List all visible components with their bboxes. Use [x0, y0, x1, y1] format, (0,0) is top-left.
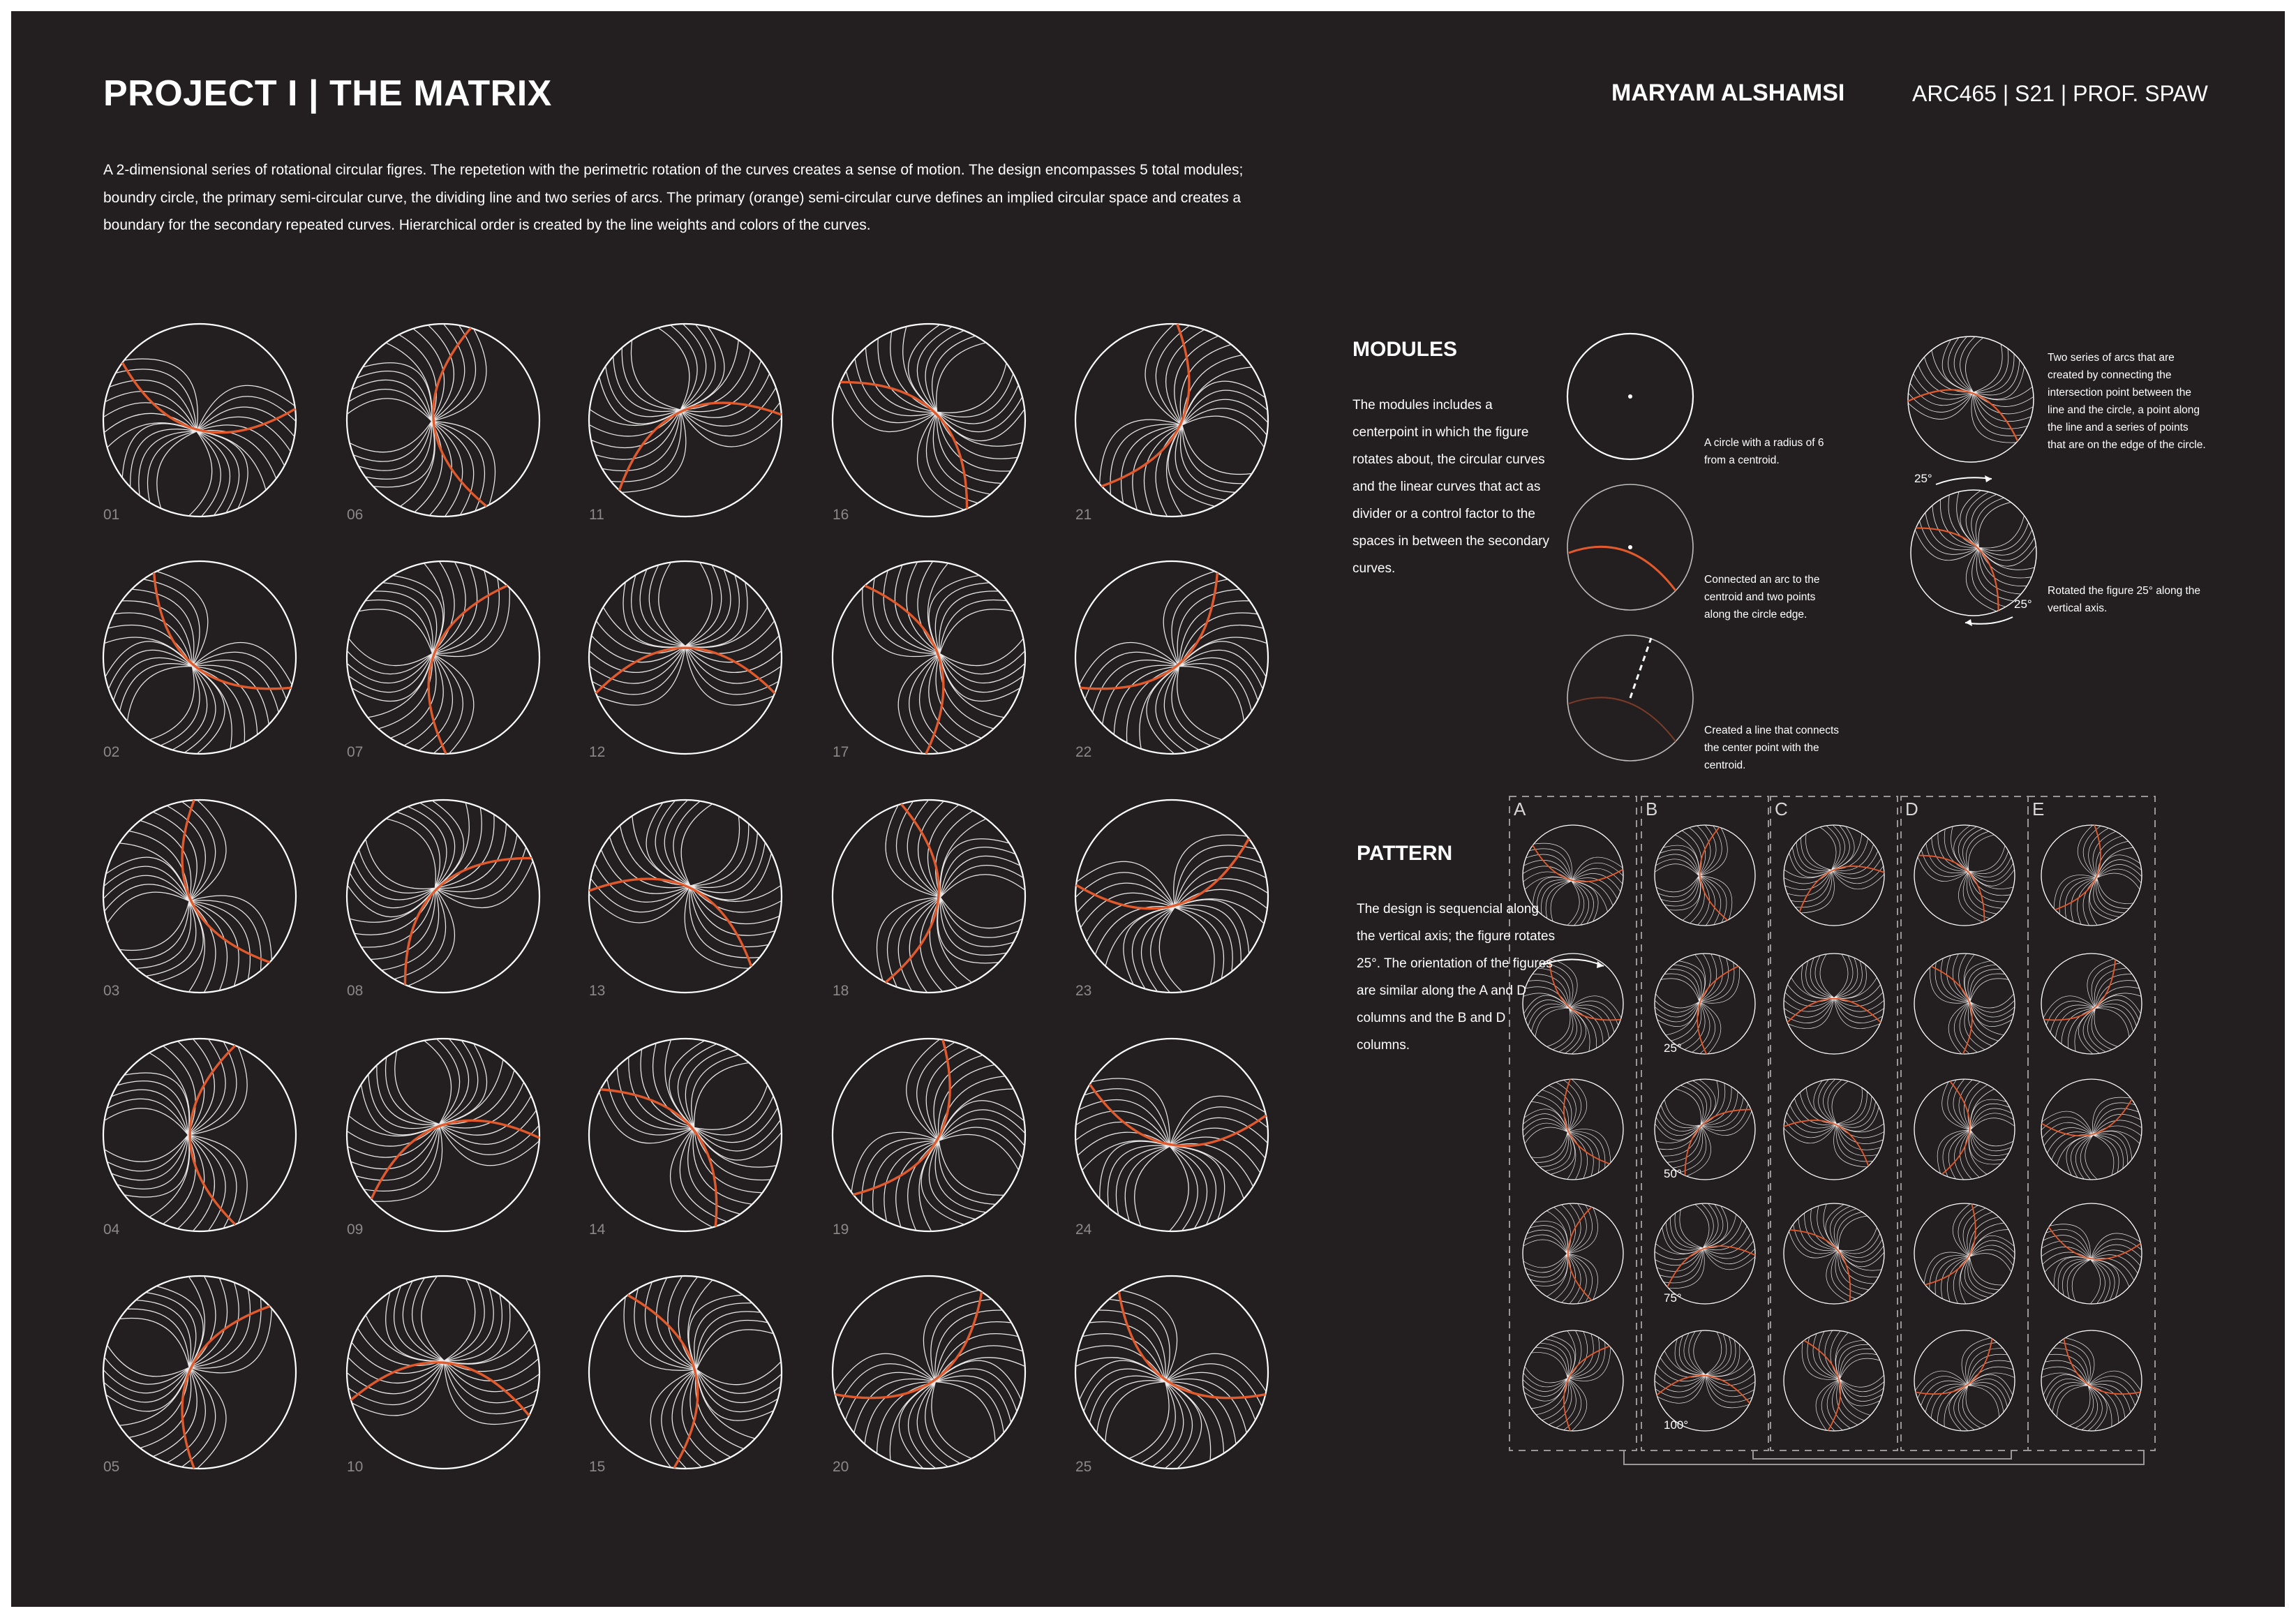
- secondary-arcs: [347, 1039, 539, 1201]
- boundary-circle: [103, 1039, 296, 1231]
- secondary-arcs: [1784, 954, 1884, 1029]
- pattern-column-label-E: E: [2032, 799, 2045, 819]
- boundary-circle: [347, 324, 539, 517]
- rotation-arrow-top: [1936, 477, 1992, 484]
- matrix-figure-13: [589, 800, 782, 993]
- matrix-figure-08: [347, 800, 539, 993]
- pattern-figure-D-1: [1914, 825, 2015, 926]
- matrix-figure-18: [833, 800, 1025, 993]
- boundary-circle: [1075, 800, 1268, 993]
- boundary-circle: [589, 561, 782, 754]
- boundary-circle: [1784, 825, 1884, 926]
- primary-arc: [1908, 389, 2018, 440]
- rotation-arrow-bottom: [1965, 617, 2013, 624]
- pattern-figure-E-3: [2041, 1079, 2142, 1180]
- boundary-circle: [1784, 1203, 1884, 1304]
- module-step-5-figure: [1911, 490, 2036, 616]
- pattern-degree-label-2: 50°: [1664, 1167, 1682, 1180]
- rotation-arrowhead-top: [1985, 475, 1992, 482]
- primary-arc: [596, 648, 775, 693]
- boundary-circle: [589, 800, 782, 993]
- boundary-circle: [2041, 825, 2142, 926]
- boundary-circle: [589, 1039, 782, 1231]
- matrix-label-13: 13: [589, 983, 606, 999]
- boundary-circle: [1523, 1330, 1623, 1431]
- pattern-figure-B-2: [1655, 953, 1755, 1054]
- pattern-figure-E-2: [2041, 953, 2142, 1054]
- boundary-circle: [1655, 953, 1755, 1054]
- pattern-figure-D-3: [1914, 1079, 2015, 1180]
- pattern-figure-D-5: [1914, 1330, 2015, 1431]
- boundary-circle: [1914, 1079, 2015, 1180]
- course-info: ARC465 | S21 | PROF. SPAW: [1912, 81, 2208, 106]
- matrix-label-11: 11: [589, 507, 604, 523]
- boundary-circle: [833, 800, 1025, 993]
- primary-arc: [1076, 838, 1249, 908]
- boundary-circle: [2041, 953, 2142, 1054]
- pattern-heading: PATTERN: [1357, 842, 1453, 865]
- matrix-label-05: 05: [103, 1459, 120, 1475]
- matrix-label-08: 08: [347, 983, 364, 999]
- matrix-figure-05: [103, 1276, 296, 1469]
- boundary-circle: [589, 1276, 782, 1469]
- matrix-label-07: 07: [347, 744, 364, 760]
- secondary-arcs: [1655, 825, 1732, 926]
- pattern-figure-B-5: [1655, 1330, 1755, 1431]
- matrix-label-23: 23: [1075, 983, 1092, 999]
- secondary-arcs: [589, 563, 781, 706]
- matrix-figure-16: [833, 324, 1025, 517]
- boundary-circle: [2041, 1330, 2142, 1431]
- matrix-figure-15: [589, 1276, 782, 1469]
- matrix-figure-06: [347, 324, 539, 517]
- pattern-degree-label-3: 75°: [1664, 1291, 1682, 1305]
- secondary-arcs: [863, 561, 1025, 754]
- matrix-label-09: 09: [347, 1222, 364, 1238]
- secondary-arcs: [2041, 1097, 2142, 1180]
- matrix-label-20: 20: [833, 1459, 849, 1475]
- secondary-arcs: [589, 800, 782, 968]
- primary-arc: [1700, 827, 1728, 920]
- matrix-figure-23: [1075, 800, 1268, 993]
- boundary-circle: [2041, 1079, 2142, 1180]
- secondary-arcs: [1100, 324, 1268, 517]
- pattern-figure-D-2: [1914, 953, 2015, 1054]
- matrix-figure-20: [833, 1276, 1025, 1469]
- boundary-circle: [833, 1276, 1025, 1469]
- boundary-circle: [1908, 336, 2034, 462]
- boundary-circle: [1075, 324, 1268, 517]
- secondary-arcs: [1655, 953, 1740, 1054]
- secondary-arcs: [1908, 336, 2034, 443]
- pattern-column-box-E: [2028, 796, 2155, 1450]
- primary-arc: [1090, 1084, 1267, 1145]
- matrix-label-06: 06: [347, 507, 364, 523]
- rotation-arrowhead-bottom: [1965, 619, 1972, 626]
- module-step-2-centroid: [1628, 545, 1632, 549]
- pattern-figure-C-5: [1784, 1330, 1884, 1431]
- matrix-label-21: 21: [1075, 507, 1092, 523]
- primary-arc: [2049, 1227, 2141, 1259]
- primary-arc: [1787, 999, 1881, 1023]
- matrix-figure-19: [833, 1039, 1025, 1231]
- pattern-column-label-B: B: [1646, 799, 1658, 819]
- pattern-figure-B-1: [1655, 825, 1755, 926]
- boundary-circle: [1784, 1330, 1884, 1431]
- matrix-label-04: 04: [103, 1222, 120, 1238]
- rotation-label-top: 25°: [1914, 472, 1932, 485]
- primary-arc: [2042, 1099, 2132, 1136]
- secondary-arcs: [877, 800, 1025, 993]
- boundary-circle: [347, 1276, 539, 1469]
- boundary-circle: [1655, 1330, 1755, 1431]
- primary-arc: [1667, 1246, 1755, 1287]
- primary-arc: [865, 586, 944, 754]
- matrix-label-17: 17: [833, 744, 849, 760]
- secondary-arcs: [624, 1276, 782, 1469]
- pattern-figure-C-2: [1784, 953, 1884, 1054]
- boundary-circle: [1784, 953, 1884, 1054]
- boundary-circle: [1914, 1330, 2015, 1431]
- pattern-figure-E-1: [2041, 825, 2142, 926]
- boundary-circle: [1523, 1079, 1623, 1180]
- secondary-arcs: [1523, 1203, 1598, 1304]
- primary-arc: [1657, 1376, 1750, 1404]
- module-step-4-figure: [1908, 336, 2034, 462]
- matrix-label-14: 14: [589, 1222, 606, 1238]
- boundary-circle: [589, 324, 782, 517]
- boundary-circle: [103, 800, 296, 993]
- matrix-label-12: 12: [589, 744, 606, 760]
- pattern-degree-label-1: 25°: [1664, 1041, 1682, 1055]
- artwork-layer: [11, 11, 2285, 1607]
- intro-paragraph: A 2-dimensional series of rotational circular figres. The repetetion with the perimetric rotation of the curves creates a sense of motion. The design encompasses 5 total modules; boundry circle, the primary semi-circular curve, the dividing line and two series of arcs. The primary (orange) semi-circular curve defines an implied circular space and creates a boundary for the secondary repeated curves. Hierarchical order is created by the line weights and colors of the curves.: [103, 162, 1244, 233]
- matrix-figure-12: [589, 561, 782, 754]
- secondary-arcs: [347, 1276, 539, 1424]
- matrix-label-24: 24: [1075, 1222, 1092, 1238]
- module-step-note-2: Connected an arc to the centroid and two points along the circle edge.: [1704, 574, 1820, 621]
- pattern-figure-A-4: [1523, 1203, 1623, 1304]
- matrix-label-18: 18: [833, 983, 849, 999]
- pattern-column-label-C: C: [1775, 799, 1788, 819]
- boundary-circle: [1523, 1203, 1623, 1304]
- secondary-arcs: [1075, 1078, 1267, 1231]
- pattern-figure-A-3: [1523, 1079, 1623, 1180]
- boundary-circle: [1075, 561, 1268, 754]
- boundary-circle: [103, 561, 296, 754]
- matrix-figure-14: [589, 1039, 782, 1231]
- primary-arc: [627, 1295, 697, 1468]
- pattern-column-box-D: [1901, 796, 2028, 1450]
- primary-arc: [433, 328, 486, 506]
- secondary-arcs: [1523, 1079, 1611, 1180]
- module-step-3-line: [1630, 638, 1651, 698]
- pattern-degree-label-4: 100°: [1664, 1418, 1689, 1432]
- secondary-arcs: [1784, 1079, 1884, 1167]
- secondary-arcs: [347, 324, 495, 517]
- secondary-arcs: [103, 800, 271, 993]
- modules-heading: MODULES: [1352, 338, 1457, 361]
- boundary-circle: [347, 561, 539, 754]
- matrix-label-03: 03: [103, 983, 120, 999]
- matrix-label-02: 02: [103, 744, 120, 760]
- pattern-figure-E-4: [2041, 1203, 2142, 1304]
- module-step-note-5: Rotated the figure 25° along the vertical axis.: [2048, 585, 2201, 614]
- primary-arc: [351, 1363, 529, 1416]
- primary-arc: [428, 586, 507, 754]
- pattern-column-label-A: A: [1514, 799, 1526, 819]
- secondary-arcs: [1523, 1330, 1611, 1431]
- primary-arc: [1804, 1340, 1840, 1430]
- secondary-arcs: [1075, 835, 1268, 993]
- secondary-arcs: [2041, 1224, 2142, 1304]
- connector-A-E: [1624, 1450, 2144, 1464]
- boundary-circle: [1784, 1079, 1884, 1180]
- pattern-figure-C-4: [1784, 1203, 1884, 1304]
- secondary-arcs: [1784, 825, 1884, 913]
- pattern-figure-B-4: [1655, 1203, 1755, 1304]
- matrix-figure-22: [1075, 561, 1268, 754]
- boundary-circle: [1655, 1203, 1755, 1304]
- poster-board: [11, 11, 2285, 1607]
- matrix-label-25: 25: [1075, 1459, 1092, 1475]
- matrix-figure-01: [103, 324, 296, 517]
- matrix-figure-21: [1075, 324, 1268, 517]
- matrix-figure-24: [1075, 1039, 1268, 1231]
- boundary-circle: [1655, 825, 1755, 926]
- module-step-1-centroid: [1628, 394, 1632, 399]
- rotation-label-bottom: 25°: [2014, 598, 2032, 611]
- matrix-figure-07: [347, 561, 539, 754]
- secondary-arcs: [1930, 953, 2015, 1054]
- secondary-arcs: [1937, 1079, 2015, 1180]
- module-step-note-1: A circle with a radius of 6 from a centroid.: [1704, 437, 1824, 466]
- matrix-label-01: 01: [103, 507, 120, 523]
- secondary-arcs: [589, 324, 782, 492]
- matrix-label-16: 16: [833, 507, 849, 523]
- boundary-circle: [1075, 1276, 1268, 1469]
- matrix-figure-04: [103, 1039, 296, 1231]
- matrix-label-15: 15: [589, 1459, 606, 1475]
- module-step-2-arc: [1569, 547, 1676, 591]
- secondary-arcs: [1655, 1203, 1755, 1289]
- matrix-label-10: 10: [347, 1459, 364, 1475]
- page-title: PROJECT I | THE MATRIX: [103, 73, 552, 114]
- secondary-arcs: [103, 1276, 271, 1469]
- author-name: MARYAM ALSHAMSI: [1611, 80, 1845, 106]
- pattern-figure-D-4: [1914, 1203, 2015, 1304]
- pattern-column-box-A: [1509, 796, 1637, 1450]
- pattern-column-label-D: D: [1905, 799, 1918, 819]
- matrix-figure-11: [589, 324, 782, 517]
- boundary-circle: [347, 1039, 539, 1231]
- pattern-figure-E-5: [2041, 1330, 2142, 1431]
- matrix-figure-10: [347, 1276, 539, 1469]
- module-step-note-3: Created a line that connects the center point with the centroid.: [1704, 725, 1840, 771]
- pattern-description: The design is sequencial along the vertical axis; the figure rotates 25°. The orientation of the figures are similar along the A and D columns and the B and D columns.: [1357, 902, 1556, 1053]
- primary-arc: [1942, 1081, 1970, 1174]
- secondary-arcs: [103, 359, 296, 517]
- pattern-figure-C-1: [1784, 825, 1884, 926]
- secondary-arcs: [2054, 825, 2142, 926]
- boundary-circle: [833, 561, 1025, 754]
- pattern-figure-A-5: [1523, 1330, 1623, 1431]
- pattern-rotation-arrowhead: [1597, 961, 1604, 968]
- boundary-circle: [103, 1276, 296, 1469]
- matrix-figure-03: [103, 800, 296, 993]
- secondary-arcs: [105, 1039, 248, 1231]
- primary-arc: [1697, 966, 1738, 1054]
- primary-arc: [886, 804, 939, 982]
- module-step-note-4: Two series of arcs that are created by connecting the intersection point between the line and the circle, a point along the line and a series of points that are on the edge of the circle.: [2048, 352, 2206, 451]
- matrix-figure-25: [1075, 1276, 1268, 1469]
- boundary-circle: [103, 324, 296, 517]
- module-step-3-arc: [1569, 697, 1676, 741]
- connector-B-D: [1753, 1450, 2011, 1459]
- pattern-figure-B-3: [1655, 1079, 1755, 1180]
- boundary-circle: [1914, 953, 2015, 1054]
- pattern-figure-C-3: [1784, 1079, 1884, 1180]
- primary-arc: [1533, 845, 1623, 882]
- modules-description: The modules includes a centerpoint in which the figure rotates about, the circular curves and the linear curves that act as divider or a control factor to the spaces in between the secondary curves.: [1352, 398, 1550, 576]
- primary-arc: [371, 1120, 539, 1199]
- primary-arc: [122, 362, 295, 432]
- matrix-label-19: 19: [833, 1222, 849, 1238]
- secondary-arcs: [1655, 1330, 1755, 1408]
- matrix-label-22: 22: [1075, 744, 1092, 760]
- matrix-figure-17: [833, 561, 1025, 754]
- matrix-figure-02: [103, 561, 296, 754]
- primary-arc: [190, 1046, 235, 1224]
- secondary-arcs: [347, 561, 509, 754]
- secondary-arcs: [1802, 1330, 1884, 1431]
- matrix-figure-09: [347, 1039, 539, 1231]
- primary-arc: [1931, 966, 1972, 1054]
- primary-arc: [1568, 1207, 1592, 1300]
